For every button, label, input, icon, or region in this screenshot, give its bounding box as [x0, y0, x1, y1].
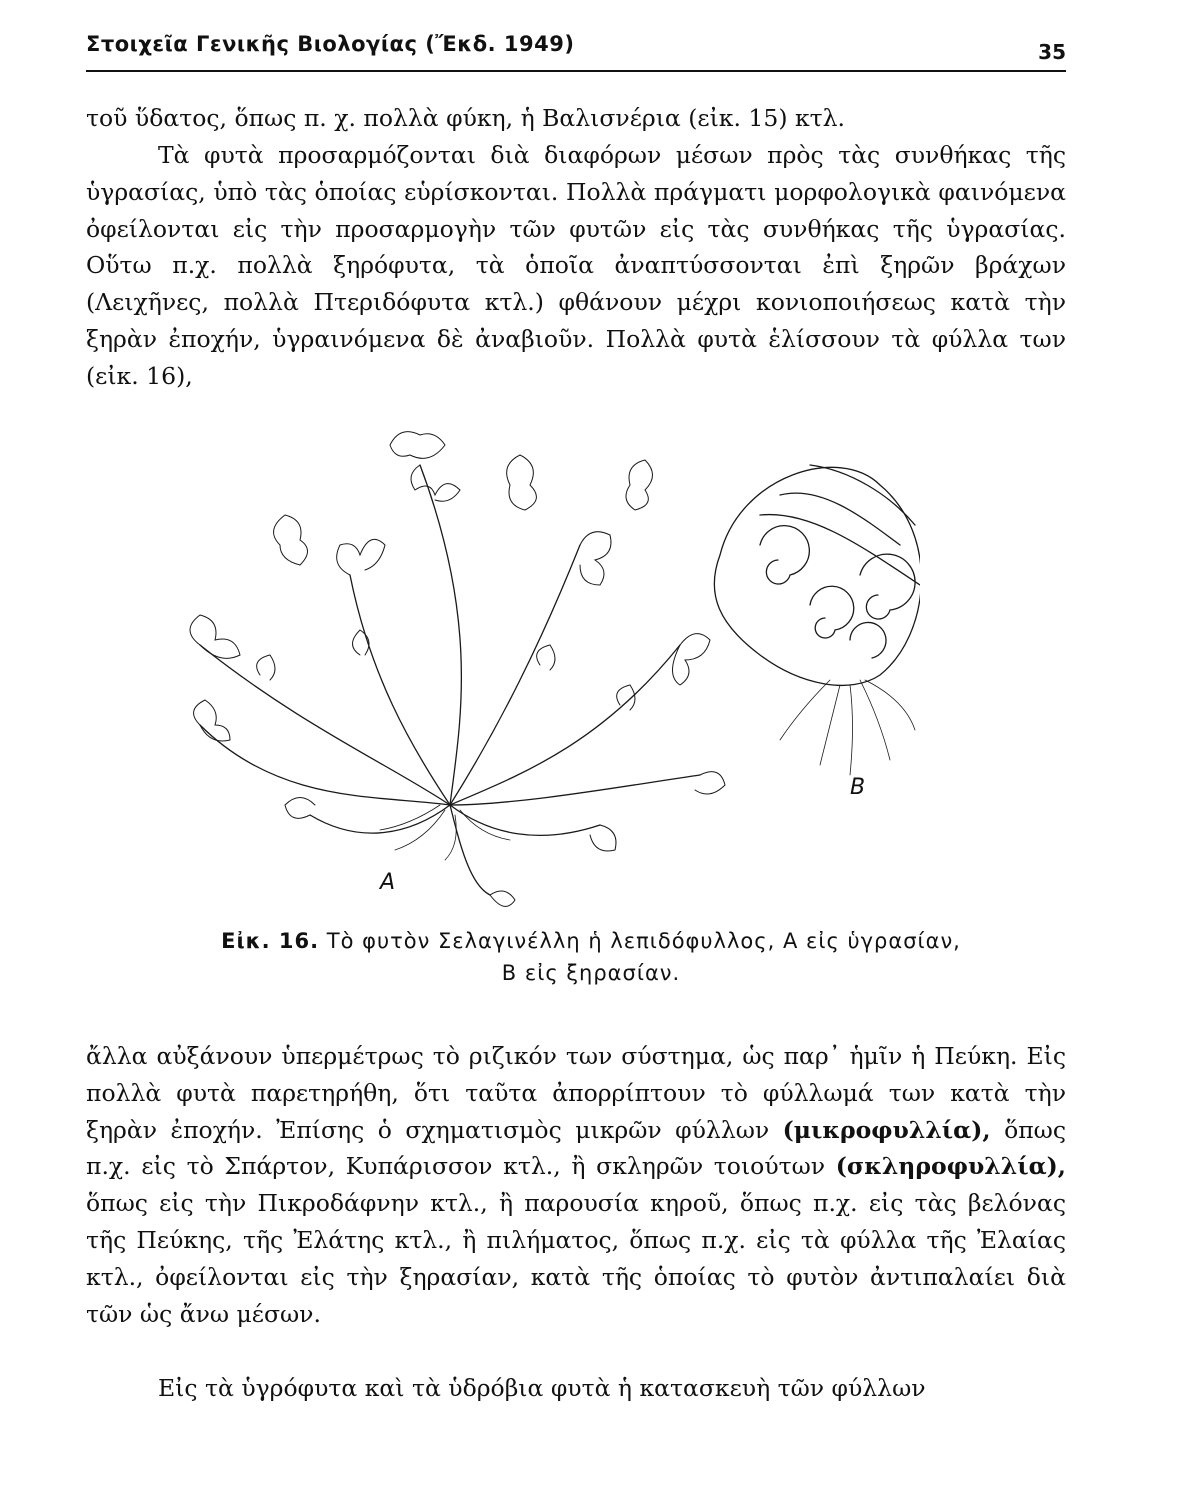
- caption-figure-number: Εἰκ. 16.: [221, 929, 320, 953]
- paragraph-part-3: ὅπως εἰς τὴν Πικροδάφνην κτλ., ἢ παρουσία κηροῦ, ὅπως π.χ. εἰς τὰς βελόνας τῆς Πεύκης, τῆς Ἐλάτης κτλ., ἢ πιλήματος, ὅπως π.χ. εἰς τὰ φύλλα τῆς Ἐλαίας κτλ., ὀφείλονται εἰς τὴν ξηρασίαν, κατὰ τῆς ὁποίας τὸ φυτὸν ἀντιπαλαίει διὰ τῶν ὡς ἄνω μέσων.: [86, 1189, 1066, 1328]
- running-head: [86, 30, 1066, 72]
- term-sclerophylly: (σκληροφυλλία),: [835, 1152, 1066, 1181]
- figure-label-a: A: [380, 870, 396, 895]
- paragraph-drought-adaptations: [86, 1038, 1066, 1332]
- paragraph-hygrophytes: Εἰς τὰ ὑγρόφυτα καὶ τὰ ὑδρόβια φυτὰ ἡ κατασκευὴ τῶν φύλλων: [158, 1374, 926, 1402]
- selaginella-illustration: [160, 425, 920, 910]
- caption-line-1: [86, 925, 1096, 957]
- caption-text: Τὸ φυτὸν Σελαγινέλλη ἡ λεπιδόφυλλος, A εἰς ὑγρασίαν,: [326, 929, 961, 953]
- page-number: 35: [1038, 40, 1066, 64]
- paragraph-part-2: ὅπως π.χ. εἰς τὸ Σπάρτον, Κυπάρισσον κτλ., ἢ σκληρῶν τοιούτων: [86, 1115, 1066, 1181]
- plant-a-drawing: [190, 432, 725, 907]
- paragraph-top-line: τοῦ ὕδατος, ὅπως π. χ. πολλὰ φύκη, ἡ Βαλισνέρια (εἰκ. 15) κτλ.: [86, 104, 846, 132]
- figure-caption: [86, 925, 1096, 989]
- running-title: Στοιχεῖα Γενικῆς Βιολογίας (Ἔκδ. 1949): [86, 32, 575, 56]
- paragraph-top-continuation: [86, 100, 1066, 137]
- figure-label-b: B: [850, 775, 866, 800]
- plant-b-drawing: [714, 465, 920, 775]
- figure-selaginella: [160, 425, 920, 910]
- term-microphylly: (μικροφυλλία),: [782, 1115, 991, 1144]
- paragraph-part-1: ἄλλα αὐξάνουν ὑπερμέτρως τὸ ριζικόν των σύστημα, ὡς παρ᾿ ἡμῖν ἡ Πεύκη. Εἰς πολλὰ φυτὰ παρετηρήθη, ὅτι ταῦτα ἀπορρίπτουν τὸ φύλλωμά των κατὰ τὴν ξηρὰν ἐποχήν. Ἐπίσης ὁ σχηματισμὸς μικρῶν φύλλων: [86, 1042, 1066, 1144]
- caption-line-2: B εἰς ξηρασίαν.: [501, 961, 681, 985]
- paragraph-adaptation: Τὰ φυτὰ προσαρμόζονται διὰ διαφόρων μέσων πρὸς τὰς συνθήκας τῆς ὑγρασίας, ὑπὸ τὰς ὁποίας εὑρίσκονται. Πολλὰ πράγματι μορφολογικὰ φαινόμενα ὀφείλονται εἰς τὴν προσαρμογὴν τῶν φυτῶν εἰς τὰς συνθήκας τῆς ὑγρασίας. Οὕτω π.χ. πολλὰ ξηρόφυτα, τὰ ὁποῖα ἀναπτύσσονται ἐπὶ ξηρῶν βράχων (Λειχῆνες, πολλὰ Πτεριδόφυτα κτλ.) φθάνουν μέχρι κονιοποιήσεως κατὰ τὴν ξηρὰν ἐποχήν, ὑγραινόμενα δὲ ἀναβιοῦν. Πολλὰ φυτὰ ἑλίσσουν τὰ φύλλα των (εἰκ. 16),: [86, 141, 1066, 390]
